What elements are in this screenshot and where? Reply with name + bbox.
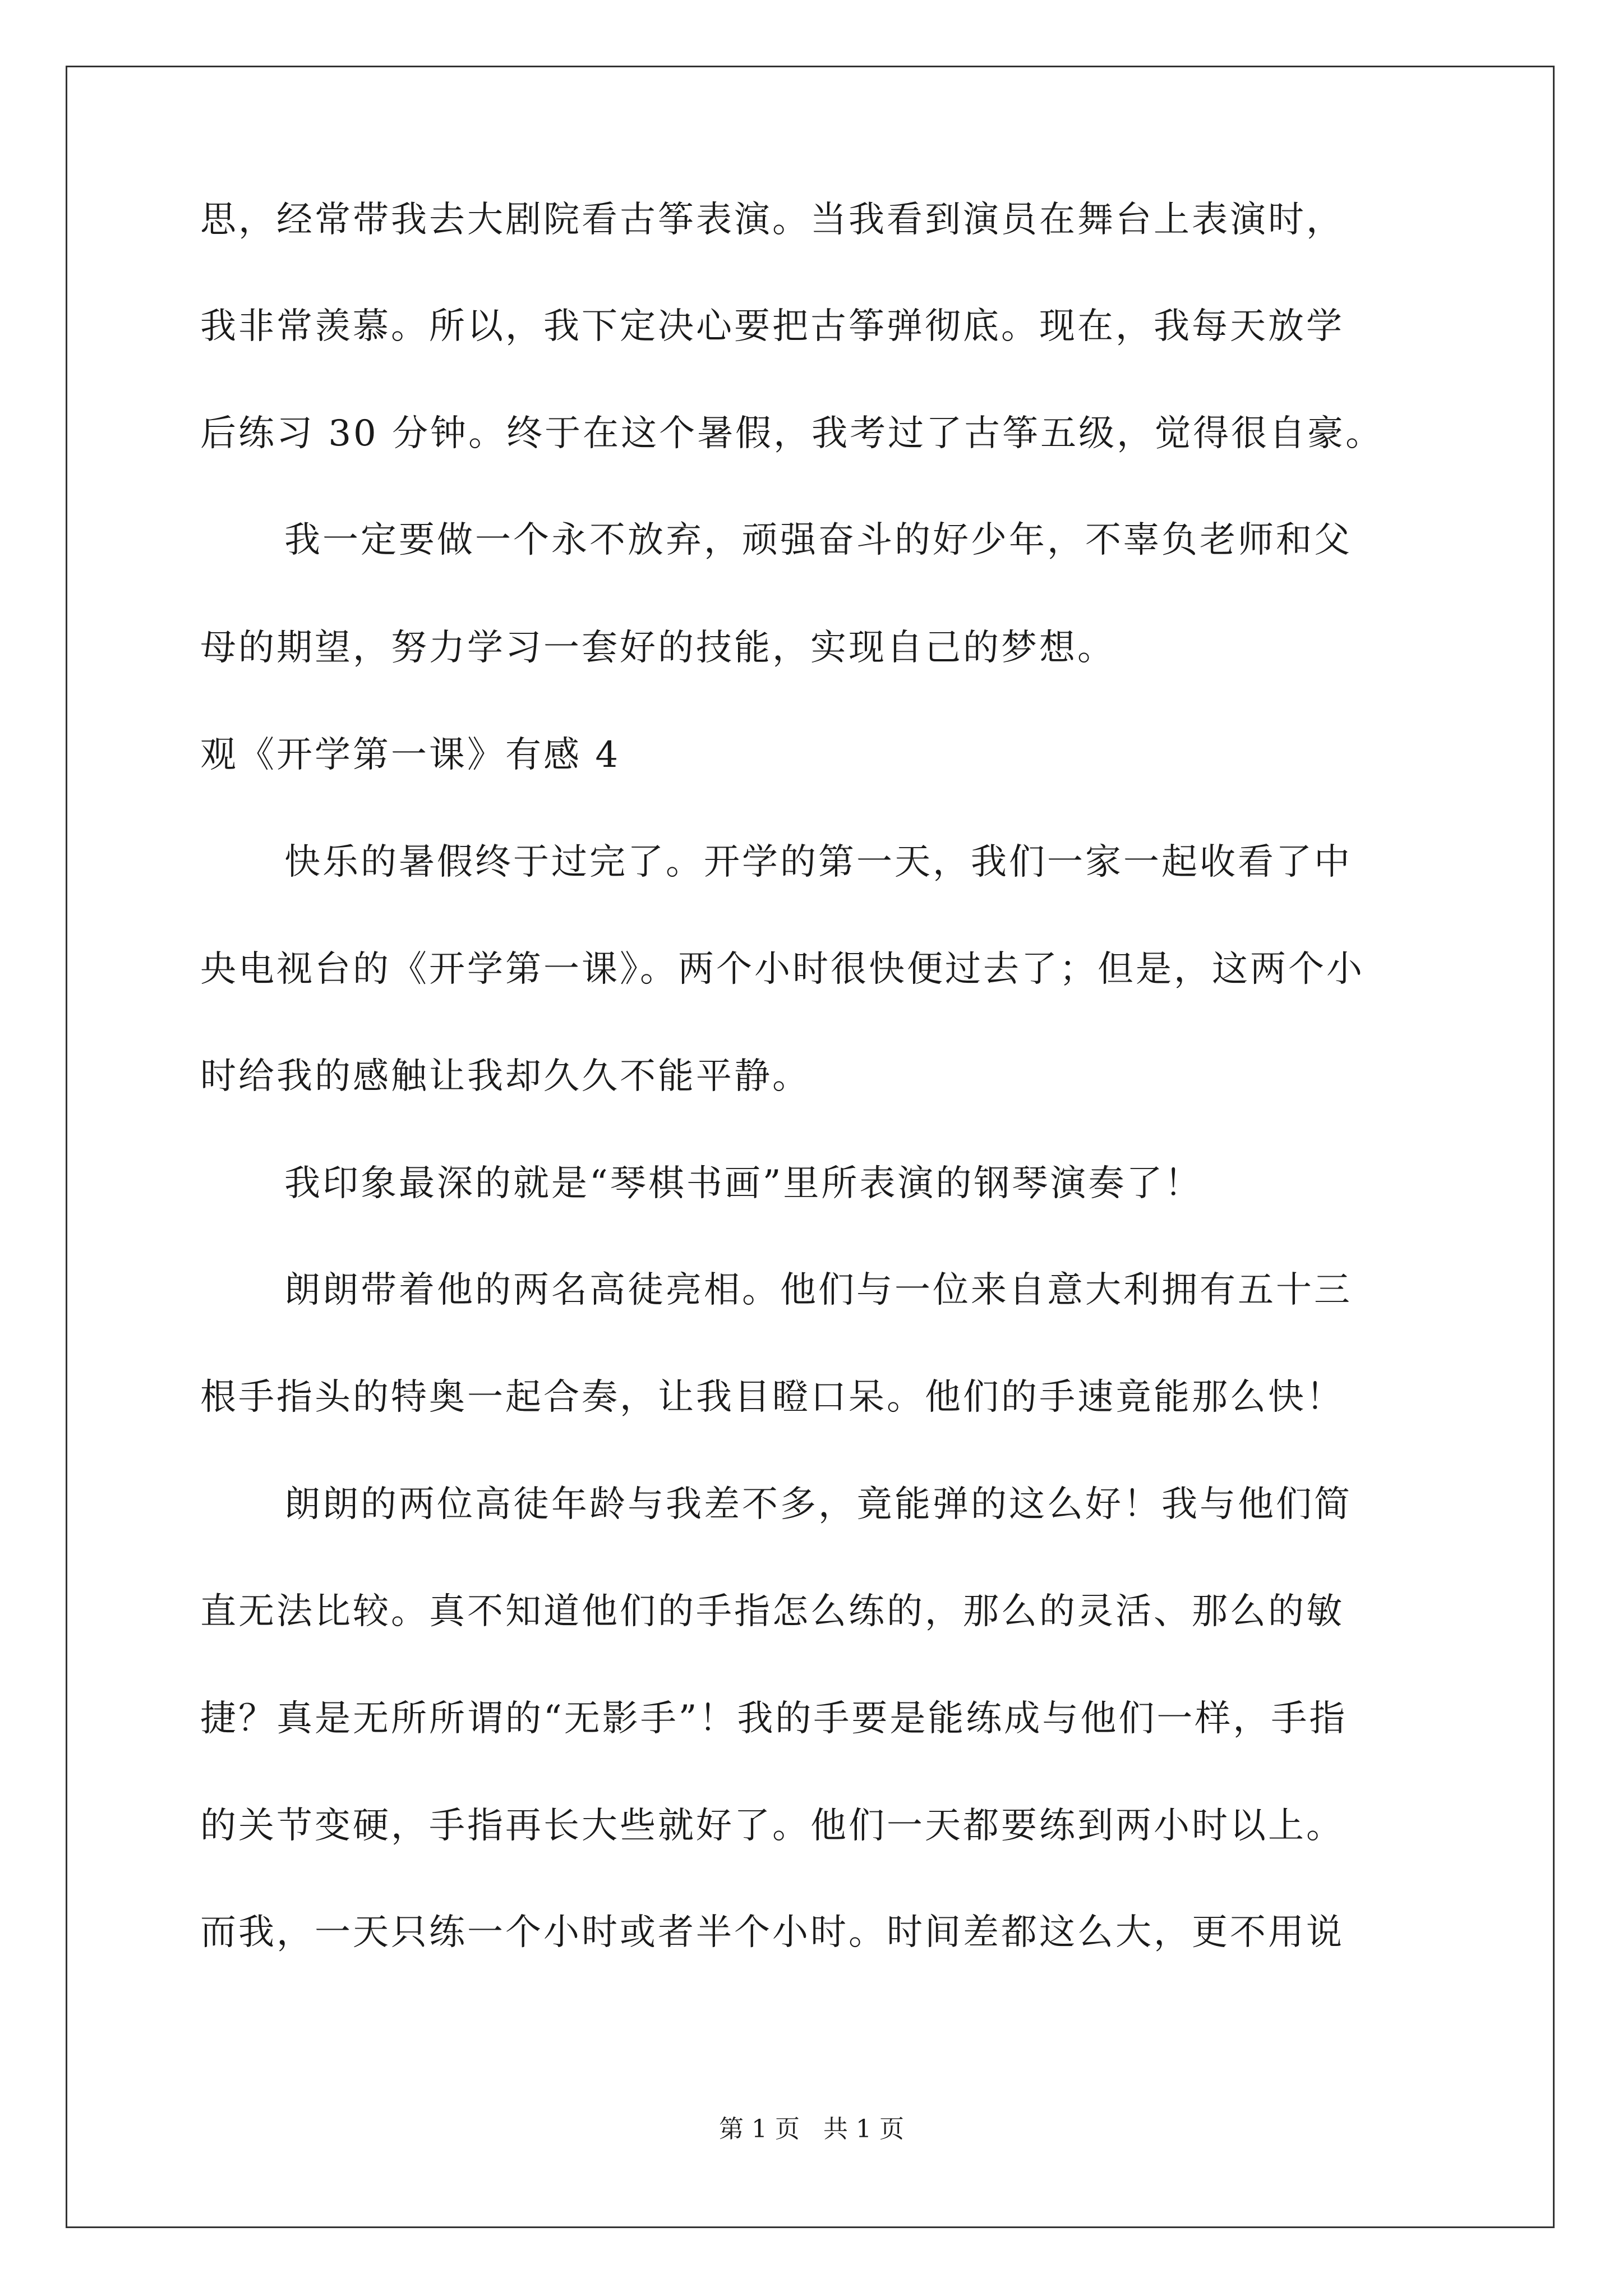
body-text-line: 快乐的暑假终于过完了。开学的第一天，我们一家一起收看了中 <box>284 841 1352 883</box>
body-text-line: 朗朗带着他的两名高徒亮相。他们与一位来自意大利拥有五十三 <box>284 1269 1352 1311</box>
section-heading: 观《开学第一课》有感 4 <box>200 734 621 776</box>
body-text-line: 思，经常带我去大剧院看古筝表演。当我看到演员在舞台上表演时， <box>200 199 1344 241</box>
body-text-line: 央电视台的《开学第一课》。两个小时很快便过去了；但是，这两个小 <box>200 949 1364 990</box>
body-text-line: 根手指头的特奥一起合奏，让我目瞪口呆。他们的手速竟能那么快！ <box>200 1377 1344 1418</box>
page-border <box>66 66 1555 2228</box>
body-text-line: 我非常羡慕。所以，我下定决心要把古筝弹彻底。现在，我每天放学 <box>200 306 1344 347</box>
body-text-line: 的关节变硬，手指再长大些就好了。他们一天都要练到两小时以上。 <box>200 1805 1344 1847</box>
body-text-line: 而我，一天只练一个小时或者半个小时。时间差都这么大，更不用说 <box>200 1912 1344 1953</box>
body-text-line: 母的期望，努力学习一套好的技能，实现自己的梦想。 <box>200 627 1115 669</box>
body-text-line: 直无法比较。真不知道他们的手指怎么练的，那么的灵活、那么的敏 <box>200 1591 1344 1632</box>
body-text-line: 时给我的感触让我却久久不能平静。 <box>200 1056 810 1097</box>
body-text-line: 我印象最深的就是“琴棋书画”里所表演的钢琴演奏了！ <box>284 1163 1203 1204</box>
body-text-line: 捷？真是无所所谓的“无影手”！我的手要是能练成与他们一样，手指 <box>200 1698 1348 1740</box>
body-text-line: 后练习 30 分钟。终于在这个暑假，我考过了古筝五级，觉得很自豪。 <box>200 413 1384 454</box>
body-text-line: 我一定要做一个永不放弃，顽强奋斗的好少年，不辜负老师和父 <box>284 519 1352 561</box>
page-number-footer: 第 1 页 共 1 页 <box>719 2115 904 2143</box>
body-text-line: 朗朗的两位高徒年龄与我差不多，竟能弹的这么好！我与他们简 <box>284 1484 1352 1525</box>
